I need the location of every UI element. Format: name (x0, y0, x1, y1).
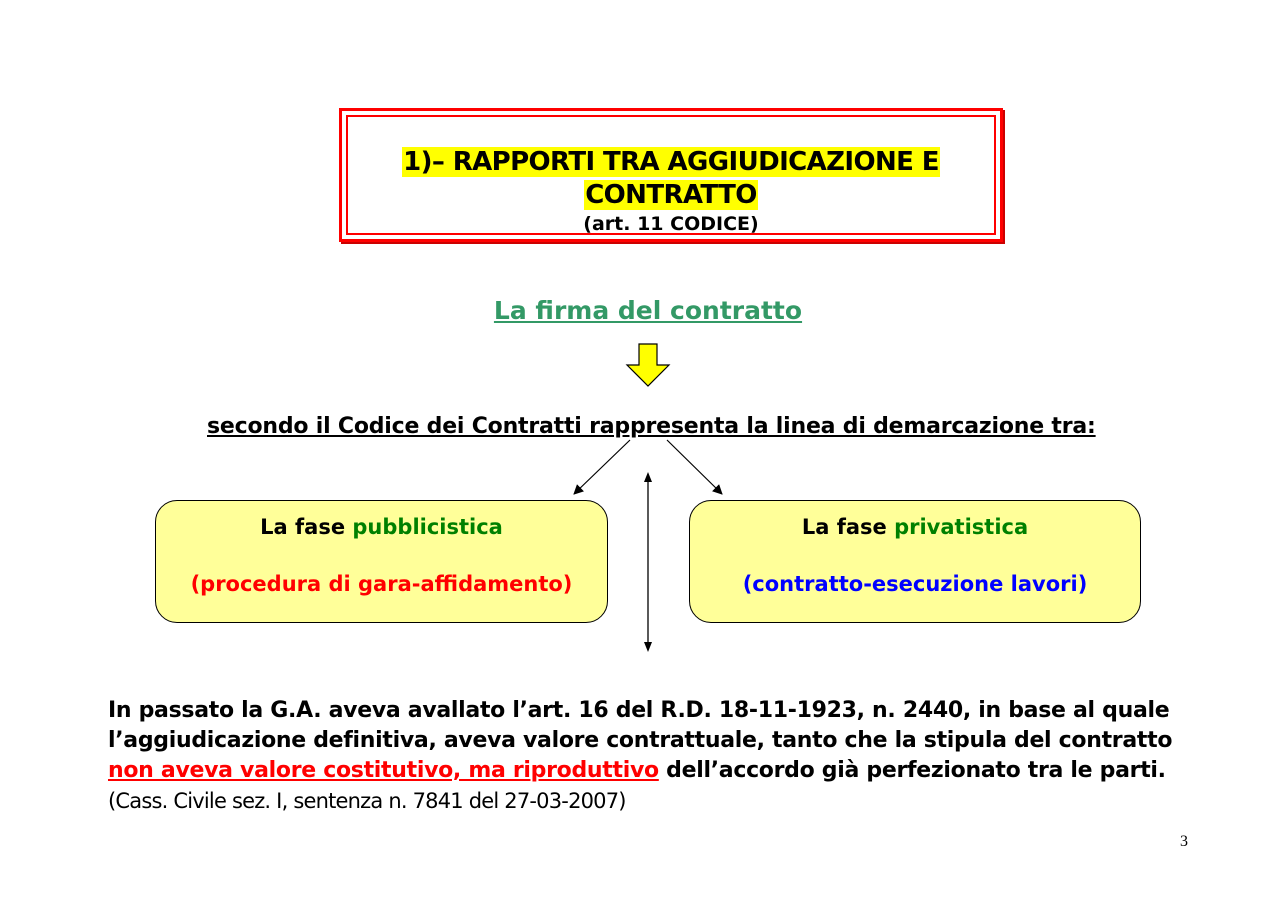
explanation-paragraph (108, 696, 1208, 816)
paragraph-line-1: In passato la G.A. aveva avallato l’art. 16 del R.D. 18-11-1923, n. 2440, in base al quale (108, 698, 1170, 723)
phase-title (690, 515, 1140, 539)
demarcation-statement: secondo il Codice dei Contratti rappresenta la linea di demarcazione tra: (207, 414, 1096, 439)
paragraph-line-2: l’aggiudicazione definitiva, aveva valore contrattuale, tanto che la stipula del contratto (108, 728, 1173, 753)
phase-box-private (689, 500, 1141, 623)
phase-name: privatistica (894, 515, 1029, 539)
title-text-1: 1)– RAPPORTI TRA AGGIUDICAZIONE E (403, 147, 939, 177)
phase-prefix: La fase (260, 515, 353, 539)
page-number: 3 (1180, 833, 1188, 850)
diagonal-arrow-left-icon (574, 440, 630, 494)
paragraph-line-3 (108, 756, 1208, 786)
phase-name: pubblicistica (352, 515, 503, 539)
phase-title (156, 515, 607, 539)
diagonal-arrow-right-icon (667, 440, 722, 494)
phase-prefix: La fase (801, 515, 895, 539)
down-arrow-icon (627, 344, 669, 386)
phase-description: (contratto-esecuzione lavori) (742, 572, 1088, 596)
double-vertical-arrow-icon (644, 472, 652, 652)
citation: (Cass. Civile sez. I, sentenza n. 7841 del 27-03-2007) (108, 789, 626, 813)
subtitle: La firma del contratto (493, 296, 803, 325)
title-text-2: CONTRATTO (585, 180, 757, 210)
phase-box-public (155, 500, 608, 623)
phase-description: (procedura di gara-affidamento) (190, 572, 573, 596)
emphasis-text: non aveva valore costitutivo, ma riproduttivo (108, 758, 659, 783)
title-reference: (art. 11 CODICE) (583, 213, 759, 235)
paragraph-line-3-rest: dell’accordo già perfezionato tra le parti. (658, 758, 1166, 783)
